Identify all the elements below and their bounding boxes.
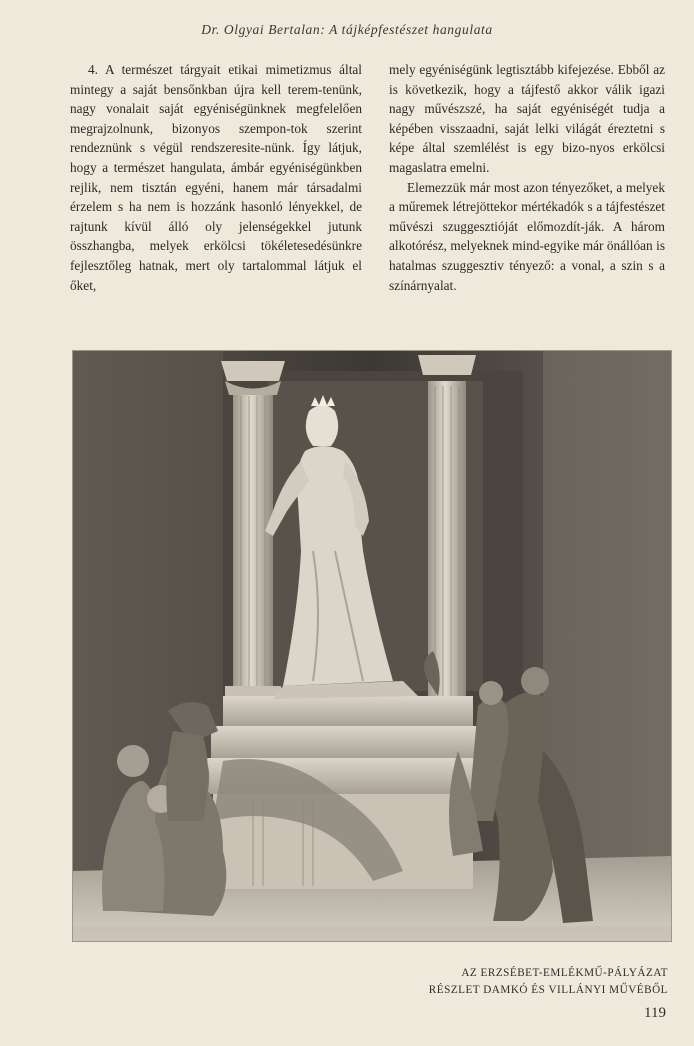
paragraph: 4. A természet tárgyait etikai mimetizmus által mintegy a saját bensőnkban újra kell terem-tenünk, nagy vonalait saját egyéniségünknek megfelelően megrajzolnunk, bizonyos szempon-tok szerint rendeznünk s végül rendszeresite-nünk. Így látjuk, hogy a természet hangulata, ámbár egyéniségünkben rejlik, nem tisztán egyéni, hanem már társadalmi érzelem s ha nem is hozzánk hasonló lényekkel, de rajtunk kívül álló oly jelenségekkel jutunk összhangba, melyek erkölcsi tökéletesedésünkre fejlesztőleg hatnak, mert oly tartalommal látjuk el őket,: [70, 62, 362, 293]
text-column-left: [70, 60, 362, 295]
caption-line: AZ ERZSÉBET-EMLÉKMŰ-PÁLYÁZAT: [461, 967, 668, 979]
caption-line: RÉSZLET DAMKÓ ÉS VILLÁNYI MŰVÉBŐL: [428, 984, 668, 996]
monument-photograph: [72, 350, 672, 942]
page-number: 119: [644, 1005, 666, 1021]
paragraph: Elemezzük már most azon tényezőket, a melyek a műremek létrejöttekor mértékadók s a tájfestészet művészi szuggesztióját előmozdít-ják. A három alkotórész, melyeknek mind-egyike már önállóan is hatalmas szuggesztiv tényező: a vonal, a szin s a színárnyalat.: [389, 179, 665, 293]
figure-caption: [368, 965, 668, 999]
monument-sculpture-image: [73, 351, 671, 941]
text-column-right: [389, 60, 665, 295]
running-title: Dr. Olgyai Bertalan: A tájképfestészet hangulata: [201, 22, 493, 37]
paragraph: mely egyéniségünk legtisztább kifejezése. Ebből az is következik, hogy a tájfestő akkor válik igazi nagy művészszé, ha saját egyéniségét tudja a képében visszaadni, saját lelki világát éreztetni s képe által szemlélést is egy bizo-nyos erkölcsi magaslatra emelni.: [389, 62, 665, 175]
